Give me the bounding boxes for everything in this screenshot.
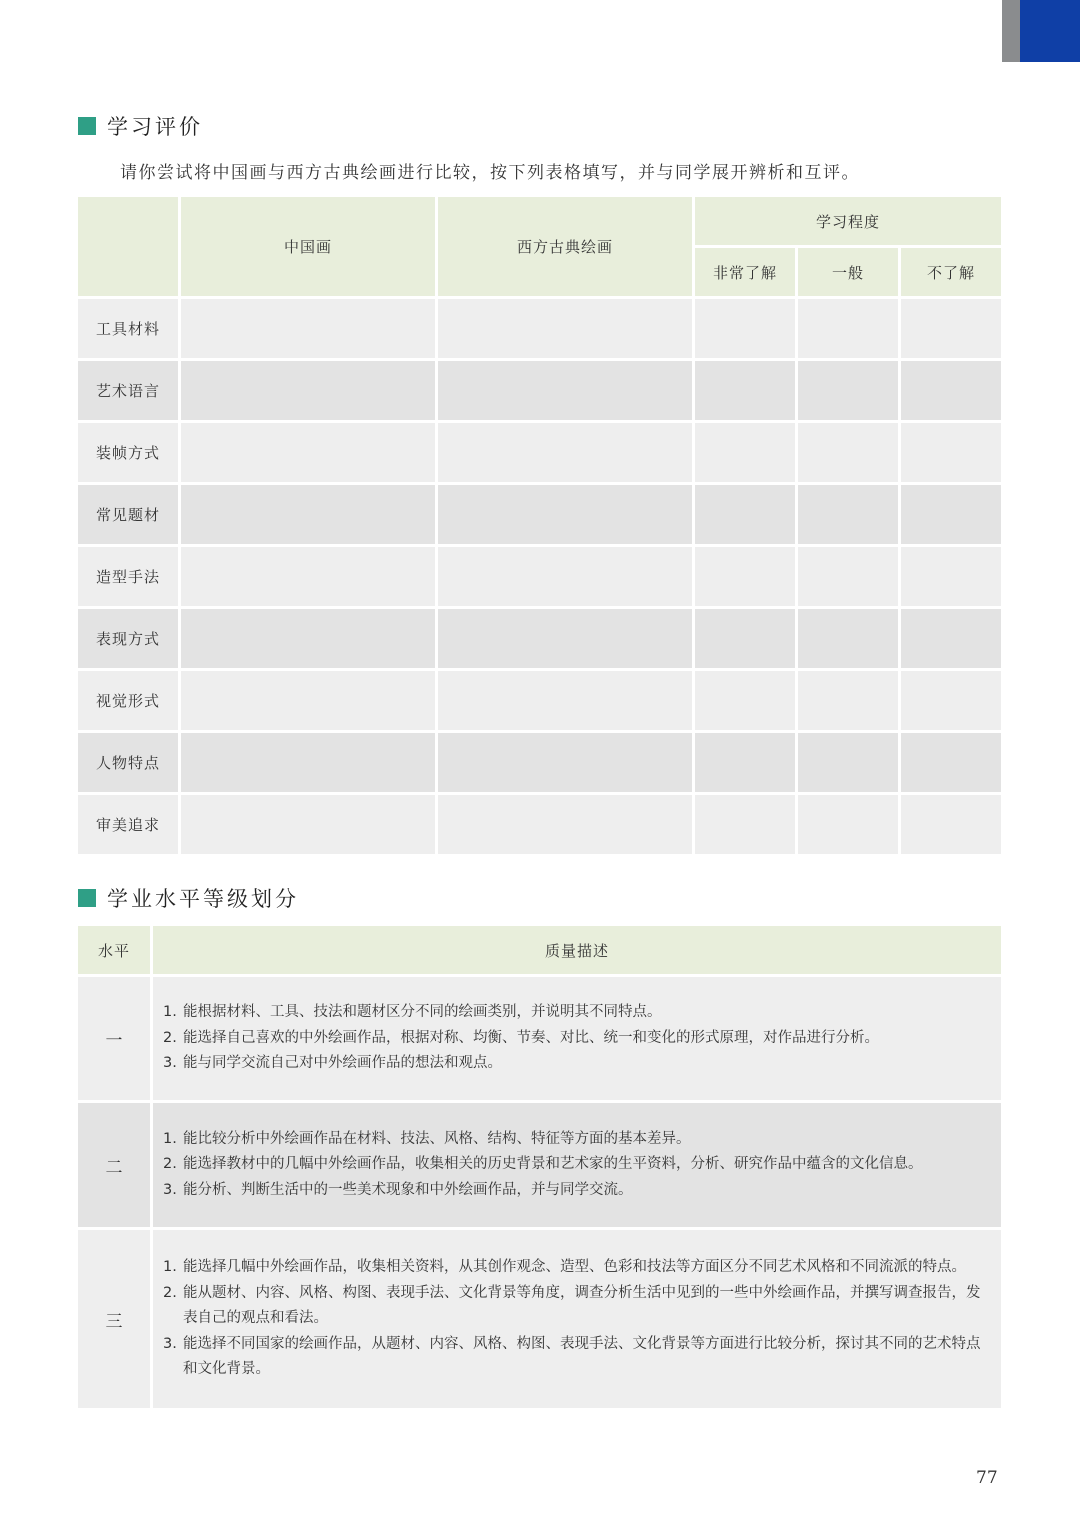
header-chinese-painting: 中国画 bbox=[181, 197, 435, 296]
list-item-text: 能选择不同国家的绘画作品，从题材、内容、风格、构图、表现手法、文化背景等方面进行比较分析，探讨其不同的艺术特点和文化背景。 bbox=[183, 1335, 981, 1378]
section-heading-evaluation bbox=[78, 111, 203, 141]
table-row bbox=[78, 609, 1001, 668]
cell-level-none[interactable] bbox=[901, 361, 1001, 420]
cell-level-none[interactable] bbox=[901, 609, 1001, 668]
cell-chinese-painting[interactable] bbox=[181, 361, 435, 420]
cell-level-average[interactable] bbox=[798, 795, 898, 854]
table-row bbox=[78, 977, 1001, 1100]
list-item-text: 能从题材、内容、风格、构图、表现手法、文化背景等角度，调查分析生活中见到的一些中外绘画作品，并撰写调查报告，发表自己的观点和看法。 bbox=[183, 1284, 981, 1327]
list-item-number: 1. bbox=[163, 1259, 177, 1276]
list-item bbox=[163, 1026, 989, 1052]
table-row bbox=[78, 361, 1001, 420]
list-item-text: 能选择自己喜欢的中外绘画作品，根据对称、均衡、节奏、对比、统一和变化的形式原理，对作品进行分析。 bbox=[183, 1029, 879, 1046]
list-item-text: 能选择教材中的几幅中外绘画作品，收集相关的历史背景和艺术家的生平资料，分析、研究作品中蕴含的文化信息。 bbox=[183, 1156, 923, 1173]
corner-tab-decoration bbox=[1002, 0, 1080, 62]
page-number: 77 bbox=[976, 1468, 998, 1488]
row-label: 表现方式 bbox=[78, 609, 178, 668]
table-row bbox=[78, 423, 1001, 482]
cell-level-very[interactable] bbox=[695, 795, 795, 854]
row-label: 装帧方式 bbox=[78, 423, 178, 482]
list-item bbox=[163, 1152, 989, 1178]
cell-level-very[interactable] bbox=[695, 361, 795, 420]
cell-level-average[interactable] bbox=[798, 547, 898, 606]
header-quality-description: 质量描述 bbox=[153, 926, 1001, 974]
table-row bbox=[78, 547, 1001, 606]
header-level: 水平 bbox=[78, 926, 150, 974]
list-item-text: 能根据材料、工具、技法和题材区分不同的绘画类别，并说明其不同特点。 bbox=[183, 1004, 662, 1021]
list-item-text: 能选择几幅中外绘画作品，收集相关资料，从其创作观念、造型、色彩和技法等方面区分不同艺术风格和不同流派的特点。 bbox=[183, 1259, 966, 1276]
cell-level-average[interactable] bbox=[798, 485, 898, 544]
header-corner-cell bbox=[78, 197, 178, 296]
level-number: 一 bbox=[78, 977, 150, 1100]
cell-western-painting[interactable] bbox=[438, 361, 692, 420]
cell-chinese-painting[interactable] bbox=[181, 671, 435, 730]
cell-level-average[interactable] bbox=[798, 671, 898, 730]
section-title: 学习评价 bbox=[107, 115, 203, 139]
cell-level-none[interactable] bbox=[901, 547, 1001, 606]
cell-chinese-painting[interactable] bbox=[181, 423, 435, 482]
intro-text: 请你尝试将中国画与西方古典绘画进行比较，按下列表格填写，并与同学展开辨析和互评。 bbox=[120, 163, 860, 183]
list-item-text: 能分析、判断生活中的一些美术现象和中外绘画作品，并与同学交流。 bbox=[183, 1181, 633, 1198]
cell-western-painting[interactable] bbox=[438, 671, 692, 730]
cell-level-none[interactable] bbox=[901, 485, 1001, 544]
table-row bbox=[78, 485, 1001, 544]
cell-level-very[interactable] bbox=[695, 609, 795, 668]
cell-level-average[interactable] bbox=[798, 609, 898, 668]
list-item-number: 3. bbox=[163, 1055, 177, 1072]
row-label: 艺术语言 bbox=[78, 361, 178, 420]
table-row bbox=[78, 1103, 1001, 1227]
section-heading-levels bbox=[78, 883, 299, 913]
row-label: 造型手法 bbox=[78, 547, 178, 606]
cell-level-very[interactable] bbox=[695, 299, 795, 358]
level-description bbox=[153, 1230, 1001, 1408]
cell-western-painting[interactable] bbox=[438, 547, 692, 606]
cell-level-none[interactable] bbox=[901, 299, 1001, 358]
row-label: 常见题材 bbox=[78, 485, 178, 544]
header-learning-level: 学习程度 bbox=[695, 197, 1001, 245]
list-item bbox=[163, 1281, 989, 1332]
cell-chinese-painting[interactable] bbox=[181, 485, 435, 544]
cell-level-none[interactable] bbox=[901, 423, 1001, 482]
level-number: 三 bbox=[78, 1230, 150, 1408]
cell-chinese-painting[interactable] bbox=[181, 299, 435, 358]
cell-level-average[interactable] bbox=[798, 299, 898, 358]
table-row bbox=[78, 299, 1001, 358]
cell-chinese-painting[interactable] bbox=[181, 609, 435, 668]
section-title: 学业水平等级划分 bbox=[107, 887, 299, 911]
square-bullet-icon bbox=[78, 889, 96, 907]
cell-chinese-painting[interactable] bbox=[181, 547, 435, 606]
list-item-number: 3. bbox=[163, 1181, 177, 1198]
table-row bbox=[78, 733, 1001, 792]
header-western-painting: 西方古典绘画 bbox=[438, 197, 692, 296]
header-level-average: 一般 bbox=[798, 248, 898, 296]
cell-level-very[interactable] bbox=[695, 733, 795, 792]
corner-tab-grey bbox=[1002, 0, 1020, 62]
evaluation-table bbox=[75, 194, 1004, 857]
row-label: 视觉形式 bbox=[78, 671, 178, 730]
list-item bbox=[163, 1127, 989, 1153]
list-item-number: 1. bbox=[163, 1004, 177, 1021]
list-item-number: 2. bbox=[163, 1029, 177, 1046]
row-label: 工具材料 bbox=[78, 299, 178, 358]
level-description bbox=[153, 1103, 1001, 1227]
achievement-level-table bbox=[75, 923, 1004, 1411]
cell-level-average[interactable] bbox=[798, 361, 898, 420]
cell-level-none[interactable] bbox=[901, 733, 1001, 792]
cell-level-very[interactable] bbox=[695, 423, 795, 482]
table-row bbox=[78, 795, 1001, 854]
cell-chinese-painting[interactable] bbox=[181, 733, 435, 792]
cell-western-painting[interactable] bbox=[438, 299, 692, 358]
cell-western-painting[interactable] bbox=[438, 795, 692, 854]
cell-level-average[interactable] bbox=[798, 423, 898, 482]
list-item bbox=[163, 1051, 989, 1077]
cell-chinese-painting[interactable] bbox=[181, 795, 435, 854]
table-row bbox=[78, 671, 1001, 730]
list-item-number: 3. bbox=[163, 1335, 177, 1352]
list-item-text: 能比较分析中外绘画作品在材料、技法、风格、结构、特征等方面的基本差异。 bbox=[183, 1130, 691, 1147]
cell-level-very[interactable] bbox=[695, 547, 795, 606]
list-item bbox=[163, 1000, 989, 1026]
row-label: 审美追求 bbox=[78, 795, 178, 854]
cell-level-average[interactable] bbox=[798, 733, 898, 792]
list-item bbox=[163, 1255, 989, 1281]
header-level-very: 非常了解 bbox=[695, 248, 795, 296]
list-item-number: 2. bbox=[163, 1156, 177, 1173]
level-description bbox=[153, 977, 1001, 1100]
table-row bbox=[78, 1230, 1001, 1408]
list-item bbox=[163, 1178, 989, 1204]
list-item-number: 2. bbox=[163, 1284, 177, 1301]
list-item-text: 能与同学交流自己对中外绘画作品的想法和观点。 bbox=[183, 1055, 502, 1072]
square-bullet-icon bbox=[78, 117, 96, 135]
cell-level-very[interactable] bbox=[695, 671, 795, 730]
cell-level-none[interactable] bbox=[901, 795, 1001, 854]
list-item-number: 1. bbox=[163, 1130, 177, 1147]
corner-tab-blue bbox=[1020, 0, 1080, 62]
level-number: 二 bbox=[78, 1103, 150, 1227]
cell-level-very[interactable] bbox=[695, 485, 795, 544]
row-label: 人物特点 bbox=[78, 733, 178, 792]
cell-level-none[interactable] bbox=[901, 671, 1001, 730]
list-item bbox=[163, 1332, 989, 1383]
cell-western-painting[interactable] bbox=[438, 485, 692, 544]
cell-western-painting[interactable] bbox=[438, 733, 692, 792]
cell-western-painting[interactable] bbox=[438, 609, 692, 668]
header-level-none: 不了解 bbox=[901, 248, 1001, 296]
cell-western-painting[interactable] bbox=[438, 423, 692, 482]
